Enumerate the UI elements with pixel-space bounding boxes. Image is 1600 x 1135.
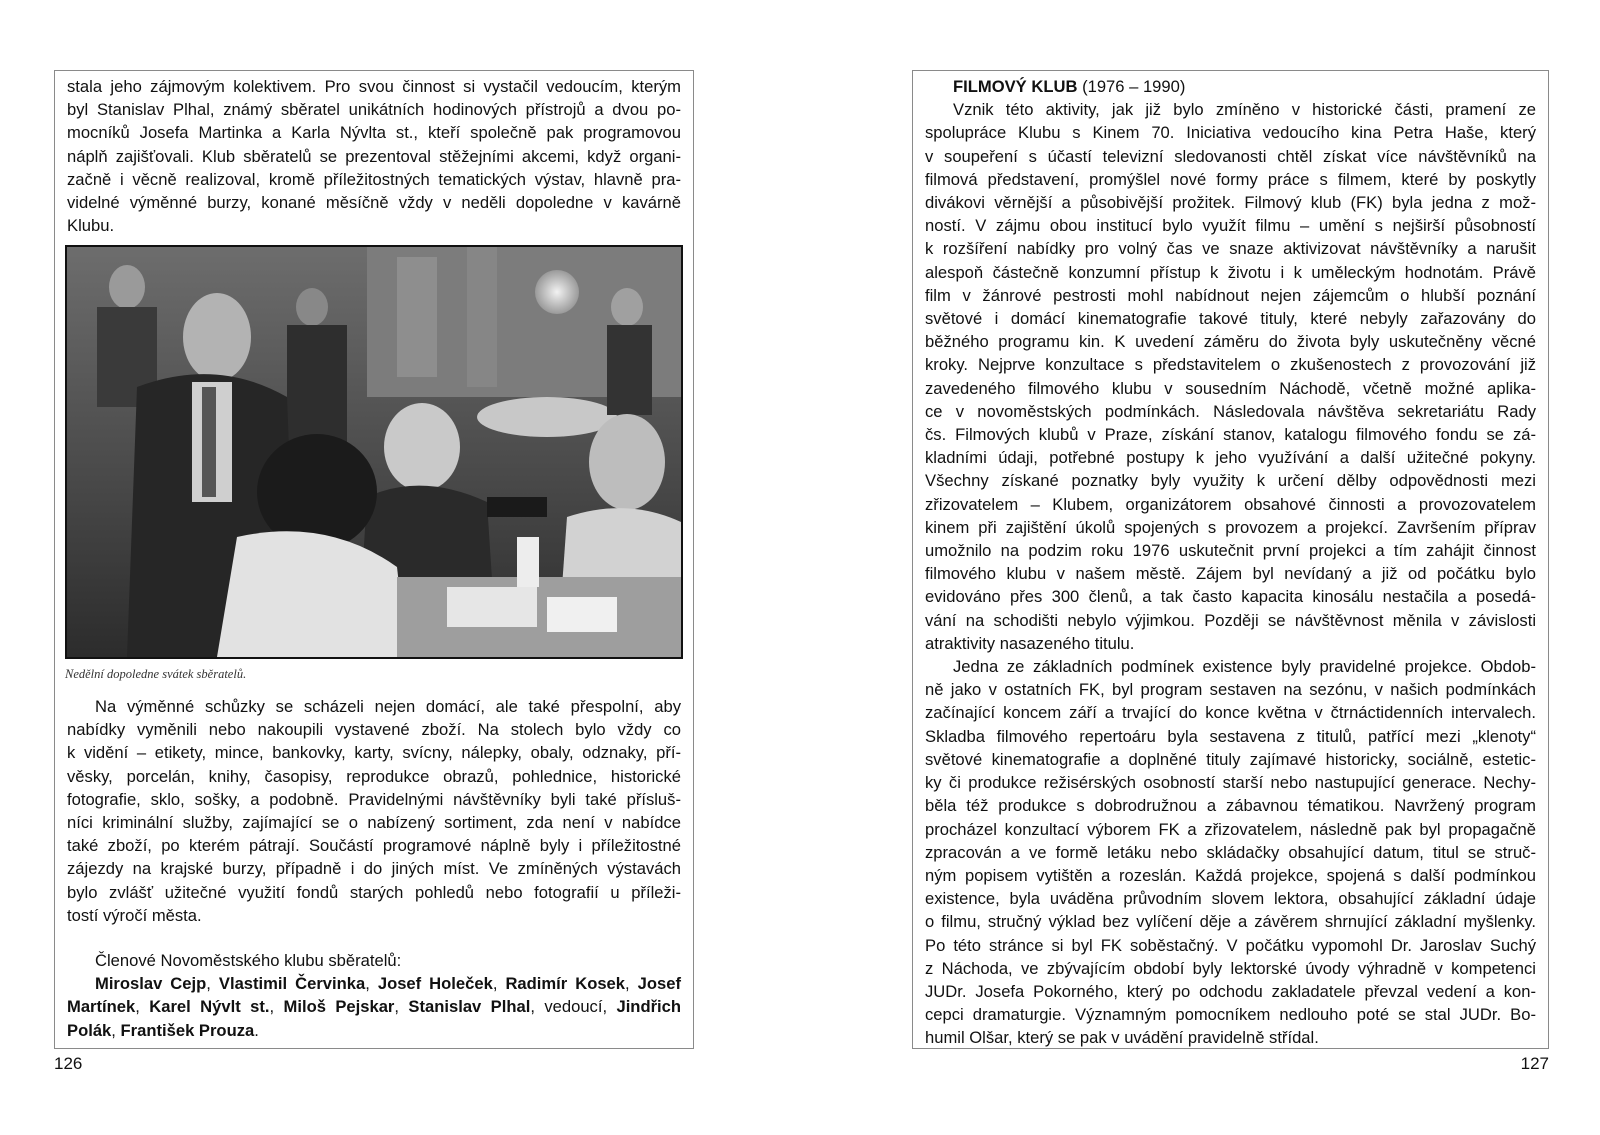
text-line: také zboží, po kterém pátrají. Součástí programové náplně byly i příležitostné: [67, 836, 681, 856]
text-line: film v žánrové pestrosti mohl nabídnout nejen zájemcům o hlubší poznání: [925, 285, 1536, 305]
text-line: zájezdy na krajské burzy, případně i do jiných míst. Ve zmíněných výstavách: [67, 859, 681, 879]
text-line: mocníků Josefa Martinka a Karla Nývlta st., kteří společně pak programovou: [67, 123, 681, 143]
film-club-section: [925, 75, 1536, 1050]
separator-text: ,: [492, 974, 506, 994]
text-line: zpracován a ve formě letáku nebo skládačky obsahující datum, titul se struč-: [925, 842, 1536, 862]
exchange-meetings-paragraph: [67, 695, 681, 927]
separator-text: , vedoucí,: [530, 997, 617, 1017]
separator-text: ,: [135, 997, 150, 1017]
text-line: tostí výročí města.: [67, 905, 202, 925]
text-line: fotografie, sklo, sošky, a podobně. Pravidelnými návštěvníky byli také přísluš-: [67, 789, 681, 809]
text-line: kladními údaji, potřebné postupy k jeho využívání a další užitečné pokyny.: [925, 448, 1536, 468]
text-line: světové i domácí kinematografie takové tituly, které nebyly zařazovány do: [925, 309, 1536, 329]
text-line: nabídky vyměnili nebo nakoupili vystavené zboží. Na stolech bylo vždy co: [67, 720, 681, 740]
member-name: Radimír Kosek: [505, 974, 626, 994]
text-line: ce v novoměstských podmínkách. Následovala návštěva sekretariátu Rady: [925, 401, 1536, 421]
text-line: filmová představení, promýšlel nové formy práce s filmem, které by poskytly: [925, 169, 1536, 189]
member-name: Polák: [67, 1020, 112, 1040]
text-line: Na výměnné schůzky se scházeli nejen domácí, ale také přespolní, aby: [95, 697, 681, 716]
text-line: videlné výměnné burzy, konané měsíčně vždy v neděli dopoledne v kavárně: [67, 193, 681, 213]
text-line: kroky. Nejprve konzultace s představitelem o zkušenostech z provozování již: [925, 355, 1536, 375]
members-line: [67, 995, 681, 1018]
members-intro: Členové Novoměstského klubu sběratelů:: [95, 951, 402, 970]
text-line: k vidění – etikety, mince, bankovky, karty, svícny, nálepky, obaly, odznaky, pří-: [67, 743, 681, 763]
members-names: [67, 972, 681, 1042]
text-line: humil Olšar, který se pak v uvádění pravidelně střídal.: [925, 1028, 1319, 1048]
text-line: atraktivity nasazeného titulu.: [925, 633, 1135, 653]
text-line: začínající koncem září a trvající do konce května v čtrnáctidenních intervalech.: [925, 703, 1536, 723]
member-name: Stanislav Plhal: [408, 997, 531, 1017]
text-line: divákovi věrnější a působivější prožitek. Filmový klub (FK) byla jedna z mož-: [925, 193, 1536, 213]
photo-image: [67, 247, 681, 657]
separator-text: ,: [269, 997, 284, 1017]
text-line: Jedna ze základních podmínek existence byly pravidelné projekce. Obdob-: [953, 657, 1536, 677]
film-club-paragraph-2: [925, 655, 1536, 1049]
separator-text: ,: [365, 974, 378, 994]
separator-text: ,: [625, 974, 638, 994]
text-line: věsky, porcelán, knihy, časopisy, reprodukce obrazů, pohlednice, historické: [67, 766, 681, 786]
section-years: (1976 – 1990): [1077, 77, 1186, 96]
intro-paragraph: [67, 75, 681, 237]
text-line: níci kriminální služby, zajímající se o nabízený sortiment, zda není v nabídce: [67, 813, 681, 833]
text-line: Vznik této aktivity, jak již bylo zmíněno v historické části, pramení ze: [953, 100, 1536, 120]
text-line: Všechny získané poznatky byly využity k určení dělby odpovědnosti mezi: [925, 471, 1536, 491]
text-line: byl Stanislav Plhal, známý sběratel unikátních hodinových přístrojů a dvou po-: [67, 100, 681, 120]
text-line: běžného programu kin. K uvedení záměru do života byly uskutečněny věcné: [925, 332, 1536, 352]
text-line: umožnilo na podzim roku 1976 uskutečnit první projekci a tím zahájit činnost: [925, 541, 1536, 561]
text-line: zřizovatelem – Klubem, organizátorem obsahové činnosti a provozovatelem: [925, 494, 1536, 514]
text-line: alespoň částečně konzumní přístup k životu i k uměleckým hodnotám. Právě: [925, 262, 1536, 282]
member-name: Josef: [637, 974, 681, 994]
right-page: [912, 70, 1549, 1049]
text-line: Po této stránce si byl FK soběstačný. V počátku vypomohl Dr. Jaroslav Suchý: [925, 935, 1536, 955]
text-line: zavedeného filmového klubu v sousedním Náchodě, včetně možné aplika-: [925, 378, 1536, 398]
text-line: ným popisem vytištěn a rozeslán. Každá projekce, spojená s další podmínkou: [925, 865, 1536, 885]
text-line: ně jako v ostatních FK, byl program sestaven na sezónu, v našich podmínkách: [925, 680, 1536, 700]
member-name: Jindřich: [616, 997, 682, 1017]
text-line: bylo zvlášť užitečné využití fondů starých pohledů nebo fotografií u příleži-: [67, 882, 681, 902]
text-line: existence, byla uváděna průvodním slovem lektora, obsahující základní údaje: [925, 889, 1536, 909]
film-club-paragraph-1: [925, 98, 1536, 655]
separator-text: ,: [206, 974, 219, 994]
section-heading: [925, 75, 1536, 98]
text-line: světové kinematografie a doplněné tituly zajímavé historicky, sociálně, estetic-: [925, 749, 1536, 769]
text-line: k rozšíření nabídky pro volný čas ve snaze aktivizovat návštěvníky a narušit: [925, 239, 1536, 259]
text-line: spolupráce Klubu s Kinem 70. Iniciativa vedoucího kina Petra Haše, který: [925, 123, 1536, 143]
separator-text: ,: [111, 1020, 121, 1040]
text-line: JUDr. Josefa Pokorného, který po odchodu zakladatele převzal vedení a kon-: [925, 981, 1536, 1001]
member-name: Martínek: [67, 997, 136, 1017]
member-name: Miloš Pejskar: [283, 997, 395, 1017]
members-line: [67, 1019, 681, 1042]
text-line: z Náchoda, ve zbývajícím období byly lektorské úvody výhradně v kompetenci: [925, 958, 1536, 978]
text-line: cepci dramaturgie. Významným pomocníkem nedlouho poté se stal JUDr. Bo-: [925, 1005, 1536, 1025]
text-line: v soupeření s účastí televizní sledovanosti chtěl získat více návštěvníků na: [925, 146, 1536, 166]
text-line: stala jeho zájmovým kolektivem. Pro svou činnost si vystačil vedoucím, kterým: [67, 77, 681, 96]
left-page: [54, 70, 694, 1049]
member-name: Miroslav Cejp: [95, 974, 207, 994]
text-line: kinem při zajištění úkolů spojených s provozem a projekcí. Završením příprav: [925, 517, 1536, 537]
member-name: Vlastimil Červinka: [218, 974, 366, 994]
text-line: procházel konzultací výborem FK a zřizovatelem, následně pak byl propagačně: [925, 819, 1536, 839]
text-line: Skladba filmového repertoáru byla sestavena z titulů, patřící mezi „klenoty“: [925, 726, 1536, 746]
member-name: Josef Holeček: [377, 974, 493, 994]
text-line: ky či produkce režisérských osobností starší nebo nastupující generace. Nechy-: [925, 773, 1536, 793]
text-line: ností. V zájmu obou institucí bylo využít filmu – umění s nejširší působností: [925, 216, 1536, 236]
member-name: Karel Nývlt st.: [149, 997, 270, 1017]
text-line: evidováno přes 300 členů, a tak často kapacita kinosálu nestačila a posedá-: [925, 587, 1536, 607]
members-list: [67, 949, 681, 1042]
member-name: František Prouza: [120, 1020, 255, 1040]
text-line: čs. Filmových klubů v Praze, získání stanov, katalogu filmového fondu se zá-: [925, 425, 1536, 445]
separator-text: .: [254, 1020, 259, 1040]
page-number-right: 127: [1520, 1054, 1549, 1073]
members-line: [67, 972, 681, 995]
photo-collectors-meeting: [65, 245, 683, 659]
text-line: filmového klubu v našem městě. Zájem byl nevídaný a již od počátku bylo: [925, 564, 1536, 584]
text-line: běla též produkce s dobrodružnou a zábavnou tématikou. Navržený program: [925, 796, 1536, 816]
text-line: Klubu.: [67, 216, 115, 236]
photo-caption: Nedělní dopoledne svátek sběratelů.: [65, 667, 247, 681]
section-title: FILMOVÝ KLUB: [953, 77, 1078, 96]
text-line: náplň zajišťovali. Klub sběratelů se prezentoval stěžejními akcemi, když organi-: [67, 146, 681, 166]
separator-text: ,: [394, 997, 409, 1017]
text-line: začně i věcně realizoval, kromě příležitostných tematických výstav, hlavně pra-: [67, 169, 681, 189]
text-line: o filmu, stručný výklad bez vylíčení děje a závěrem shrnující základní myšlenky.: [925, 912, 1536, 932]
page-number-left: 126: [54, 1054, 83, 1073]
text-line: vání na schodišti nebylo výjimkou. Později se návštěvnost měnila v závislosti: [925, 610, 1536, 630]
